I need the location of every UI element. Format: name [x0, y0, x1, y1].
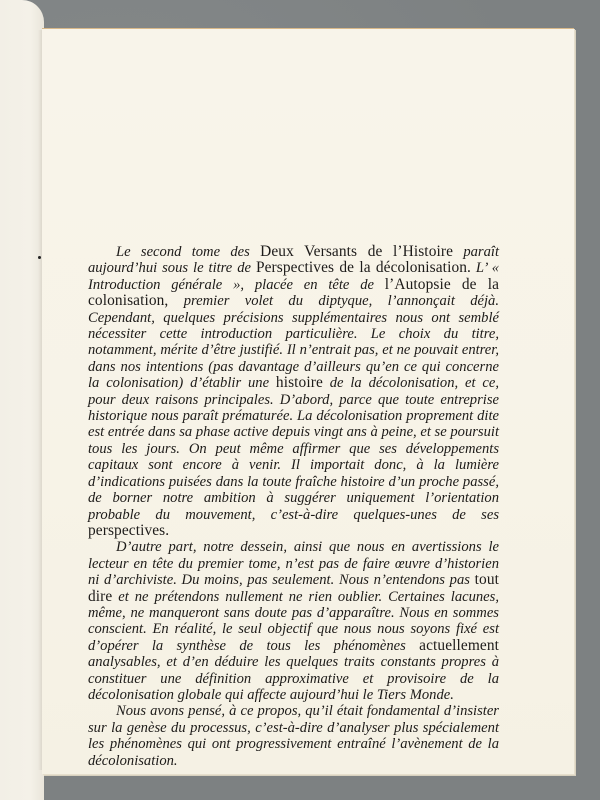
paragraph — [88, 244, 499, 539]
body-text — [88, 244, 499, 769]
roman-text-run: Deux Versants de l’Histoire — [260, 243, 454, 260]
italic-text-run: paraît aujourd’hui sous le titre de — [88, 244, 500, 277]
paragraph — [88, 539, 499, 703]
roman-text-run: actuellement — [419, 636, 499, 654]
italic-text-run: analysables, et d’en déduire les quelques traits constants propres à constituer une définition approximative et provisoire de la décolonisation globale qui affecte aujourd’hui le Tiers Monde. — [88, 654, 499, 703]
roman-text-run: tout dire — [88, 571, 499, 605]
italic-text-run: Nous avons pensé, à ce propos, qu’il était fondamental d’insister sur la genèse du processus, c’est-à-dire d’analyser plus spécialement les phénomènes qui ont progressivement entraîné l’avènement de la décolonisation. — [88, 703, 499, 769]
italic-text-run: D’autre part, notre dessein, ainsi que nous en avertissions le lecteur en tête du premier tome, n’est pas de faire œuvre d’historien ni d’archiviste. Du moins, pas seulement. Nous n’entendons pas — [88, 539, 499, 589]
italic-text-run: Le second tome des — [116, 244, 261, 260]
roman-text-run: histoire — [275, 374, 323, 392]
italic-text-run: L’ « Introduction générale », placée en tête de — [88, 260, 499, 293]
roman-text-run: perspectives. — [88, 521, 170, 539]
margin-mark — [38, 256, 41, 259]
roman-text-run: l’Autopsie de la colonisation, — [88, 275, 500, 310]
paragraph — [88, 703, 499, 769]
italic-text-run: premier volet du diptyque, l’annonçait déjà. Cependant, quelques précisions supplémentaires nous ont semblé nécessiter cette introduction particulière. Le choix du titre, notamment, mérite d’être justifié. Il n’entrait pas, et ne pouvait entrer, dans nos intentions (pas davantage d’ailleurs qu’en ce qui concerne la colonisation) d’établir une — [88, 293, 499, 392]
roman-text-run: Perspectives de la décolonisation. — [255, 259, 471, 277]
italic-text-run: de la décolonisation, et ce, pour deux raisons principales. D’abord, parce que toute entreprise historique nous paraît prématurée. La décolonisation proprement dite est entrée dans sa phase active depuis vingt ans à peine, et se poursuit tous les jours. On peut même affirmer que ses développements capitaux sont encore à venir. Il importait donc, à la lumière d’indications puisées dans la toute fraîche histoire d’un proche passé, de borner notre ambition à suggérer uniquement l’orientation probable du mouvement, c’est-à-dire quelques-unes de ses — [88, 375, 499, 523]
italic-text-run: et ne prétendons nullement ne rien oublier. Certaines lacunes, même, ne manqueront sans doute pas d’apparaître. Nous en sommes conscient. En réalité, le seul objectif que nous nous soyons fixé est d’opérer la synthèse de tous les phénomènes — [88, 588, 499, 654]
